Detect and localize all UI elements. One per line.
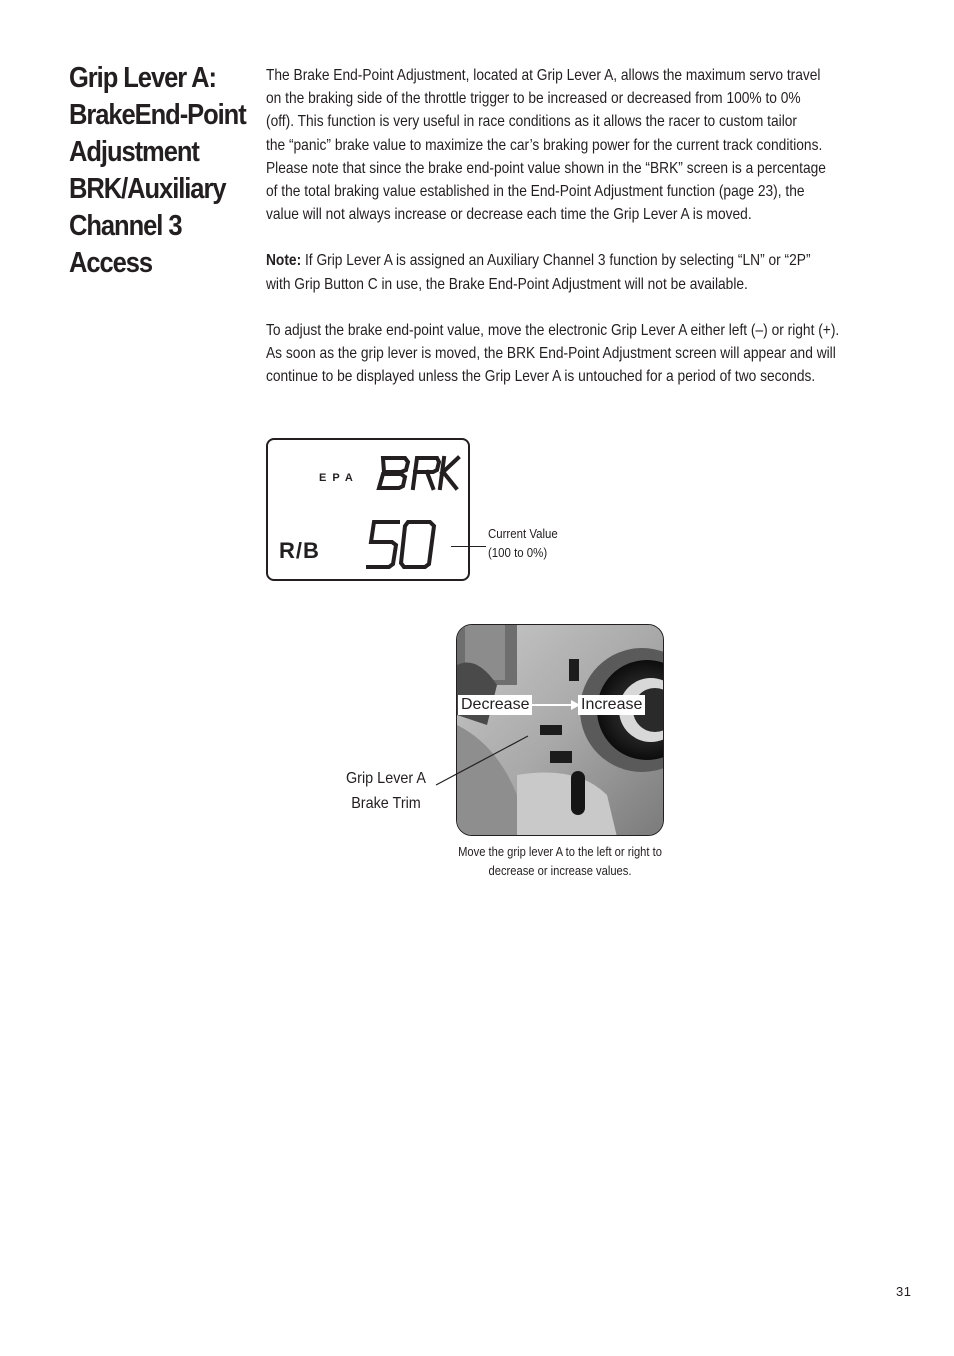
callout-leader-line bbox=[451, 546, 486, 547]
heading-line: Grip Lever A: bbox=[69, 62, 217, 94]
transmitter-grip-image bbox=[457, 625, 664, 836]
text-line: on the braking side of the throttle trigger to be increased or decreased from 100% to 0% bbox=[266, 90, 801, 108]
lever-label-line-1: Grip Lever A bbox=[345, 770, 427, 787]
heading-line: Adjustment bbox=[69, 136, 199, 168]
lcd-segment-digits bbox=[268, 440, 468, 579]
text-line: As soon as the grip lever is moved, the BRK End-Point Adjustment screen will appear and will bbox=[266, 345, 836, 363]
page-number: 31 bbox=[896, 1284, 912, 1299]
decrease-label: Decrease bbox=[458, 695, 532, 715]
segment-letter-r bbox=[413, 458, 439, 488]
lever-label-line-2: Brake Trim bbox=[351, 795, 421, 812]
callout-line-2: (100 to 0%) bbox=[488, 545, 548, 560]
increase-label: Increase bbox=[578, 695, 645, 715]
text-line: of the total braking value established in the End-Point Adjustment function (page 23), the bbox=[266, 183, 805, 201]
text-line: The Brake End-Point Adjustment, located at Grip Lever A, allows the maximum servo travel bbox=[266, 67, 821, 84]
heading-line: Channel 3 bbox=[69, 210, 182, 242]
lcd-mode-label: EPA bbox=[319, 472, 359, 484]
note-paragraph bbox=[266, 249, 906, 295]
heading-line: Access bbox=[69, 247, 153, 279]
note-label: Note: bbox=[266, 252, 302, 270]
body-text bbox=[266, 64, 906, 388]
text-line bbox=[266, 249, 906, 272]
heading-line: BRK/Auxiliary bbox=[69, 173, 226, 205]
adjust-paragraph bbox=[266, 319, 906, 389]
segment-letter-k bbox=[440, 458, 458, 488]
intro-paragraph bbox=[266, 64, 906, 226]
segment-letter-b bbox=[379, 458, 408, 488]
current-value-callout bbox=[488, 524, 558, 562]
text-line: To adjust the brake end-point value, move the electronic Grip Lever A either left (–) or right (+). bbox=[266, 321, 840, 339]
text-line: continue to be displayed unless the Grip Lever A is untouched for a period of two seconds. bbox=[266, 368, 816, 386]
transmitter-photo bbox=[456, 624, 664, 836]
text-line: value will not always increase or decrease each time the Grip Lever A is moved. bbox=[266, 206, 752, 224]
heading-line: BrakeEnd-Point bbox=[69, 99, 246, 131]
section-heading bbox=[69, 60, 246, 282]
note-text: If Grip Lever A is assigned an Auxiliary Channel 3 function by selecting “LN” or “2P” bbox=[301, 252, 811, 270]
lcd-channel-label: R/B bbox=[279, 538, 320, 563]
figure-caption bbox=[430, 842, 690, 880]
segment-digit-5 bbox=[368, 522, 398, 567]
caption-line-2: decrease or increase values. bbox=[488, 863, 632, 878]
text-line: with Grip Button C in use, the Brake End-Point Adjustment will not be available. bbox=[266, 275, 748, 293]
caption-line-1: Move the grip lever A to the left or right to bbox=[458, 844, 662, 859]
callout-line-1: Current Value bbox=[488, 526, 558, 541]
text-line: the “panic” brake value to maximize the car’s braking power for the current track conditions. bbox=[266, 136, 823, 154]
segment-digit-0 bbox=[401, 522, 434, 567]
grip-lever-label bbox=[330, 766, 442, 816]
lcd-screen bbox=[266, 438, 470, 581]
text-line: (off). This function is very useful in race conditions as it allows the racer to custom tailor bbox=[266, 113, 798, 131]
text-line: Please note that since the brake end-point value shown in the “BRK” screen is a percentage bbox=[266, 159, 826, 177]
